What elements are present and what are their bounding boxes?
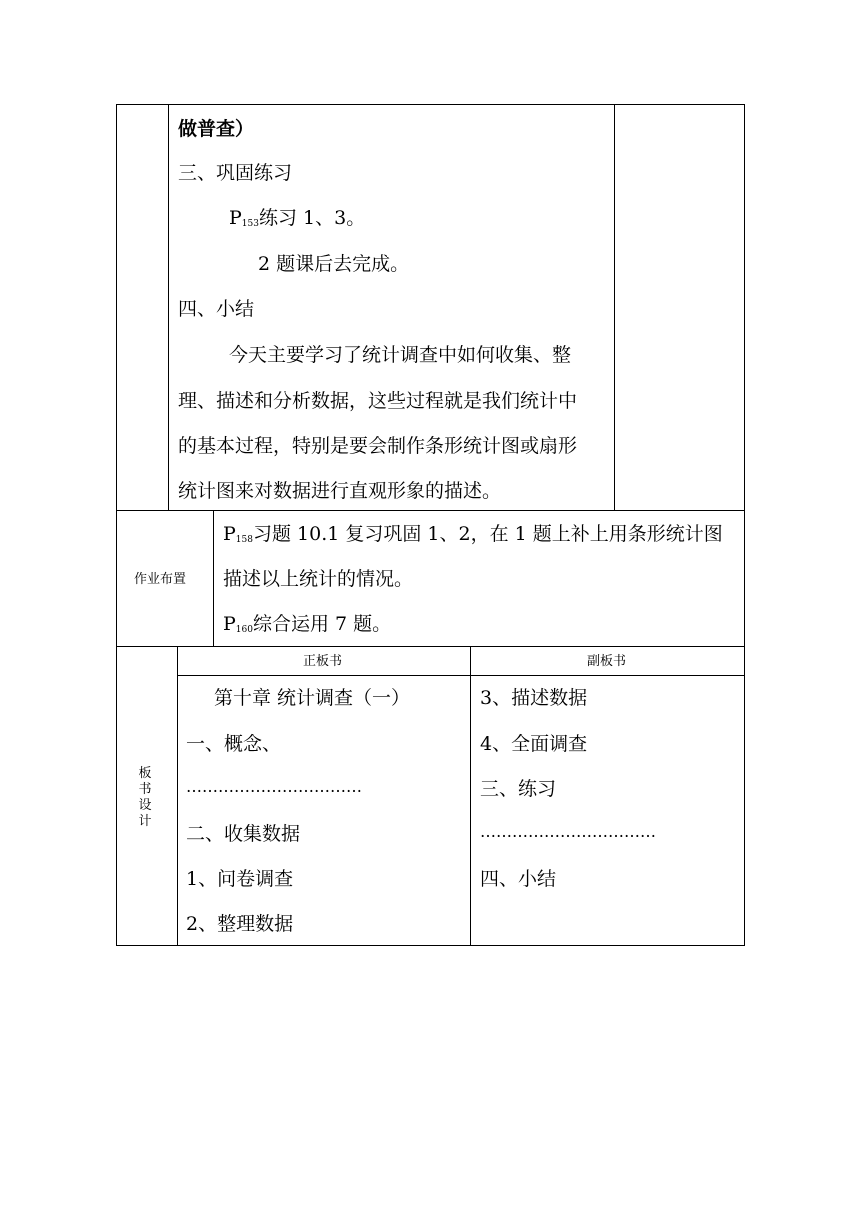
- text-line: 做普查）: [178, 118, 255, 140]
- section1-right-divider: [614, 104, 615, 511]
- label-char: 计: [138, 814, 152, 829]
- page-number: 158: [235, 535, 253, 545]
- page-prefix: P: [223, 613, 236, 635]
- heading-summary: 四、小结: [178, 298, 255, 320]
- text-line: 2 题课后去完成。: [258, 253, 410, 275]
- table-right-border: [744, 104, 745, 946]
- summary-paragraph-line: 的基本过程，特别是要会制作条形统计图或扇形: [178, 435, 578, 457]
- table-top-border: [116, 104, 745, 105]
- homework-divider: [213, 510, 214, 647]
- section1-left-divider: [168, 104, 169, 511]
- row-divider-2: [116, 646, 745, 647]
- board-main-line: 二、收集数据: [186, 823, 301, 845]
- board-header-divider: [177, 675, 745, 676]
- heading-consolidation-practice: 三、巩固练习: [178, 162, 293, 184]
- board-main-line: 一、概念、: [186, 733, 282, 755]
- page-prefix: P: [229, 207, 242, 229]
- board-side-line: 3、描述数据: [480, 687, 588, 709]
- board-side-dots: ……………………………: [480, 822, 656, 841]
- homework-label: 作业布置: [134, 572, 187, 587]
- label-char: 设: [138, 798, 152, 813]
- board-middle-divider: [470, 646, 471, 946]
- board-main-line: 1、问卷调查: [186, 868, 294, 890]
- main-board-header: 正板书: [303, 654, 343, 669]
- summary-paragraph-line: 统计图来对数据进行直观形象的描述。: [178, 480, 502, 502]
- homework-line: 描述以上统计的情况。: [223, 568, 414, 590]
- homework-line: [223, 522, 723, 552]
- chapter-title: 第十章 统计调查（一）: [214, 687, 411, 709]
- page-prefix: P: [223, 523, 236, 545]
- homework-text: 综合运用 7 题。: [252, 613, 392, 635]
- label-char: 板: [138, 766, 152, 781]
- label-char: 书: [138, 782, 152, 797]
- side-board-header: 副板书: [587, 654, 627, 669]
- practice-text: 练习 1、3。: [258, 207, 366, 229]
- summary-paragraph-line: 理、描述和分析数据，这些过程就是我们统计中: [178, 390, 578, 412]
- practice-line: [229, 206, 365, 236]
- board-label-divider: [177, 646, 178, 946]
- table-left-border: [116, 104, 117, 946]
- board-side-line: 4、全面调查: [480, 733, 588, 755]
- board-main-dots: ……………………………: [186, 777, 362, 796]
- page-number: 153: [241, 219, 259, 229]
- page-number: 160: [235, 625, 253, 635]
- board-design-label: [137, 766, 153, 830]
- homework-line: [223, 612, 391, 642]
- board-main-line: 2、整理数据: [186, 913, 294, 935]
- table-bottom-border: [116, 945, 745, 946]
- summary-paragraph-line: 今天主要学习了统计调查中如何收集、整: [229, 344, 572, 366]
- board-side-line: 四、小结: [480, 868, 557, 890]
- board-side-line: 三、练习: [480, 778, 557, 800]
- homework-text: 习题 10.1 复习巩固 1、2，在 1 题上补上用条形统计图: [252, 523, 723, 545]
- row-divider-1: [116, 510, 745, 511]
